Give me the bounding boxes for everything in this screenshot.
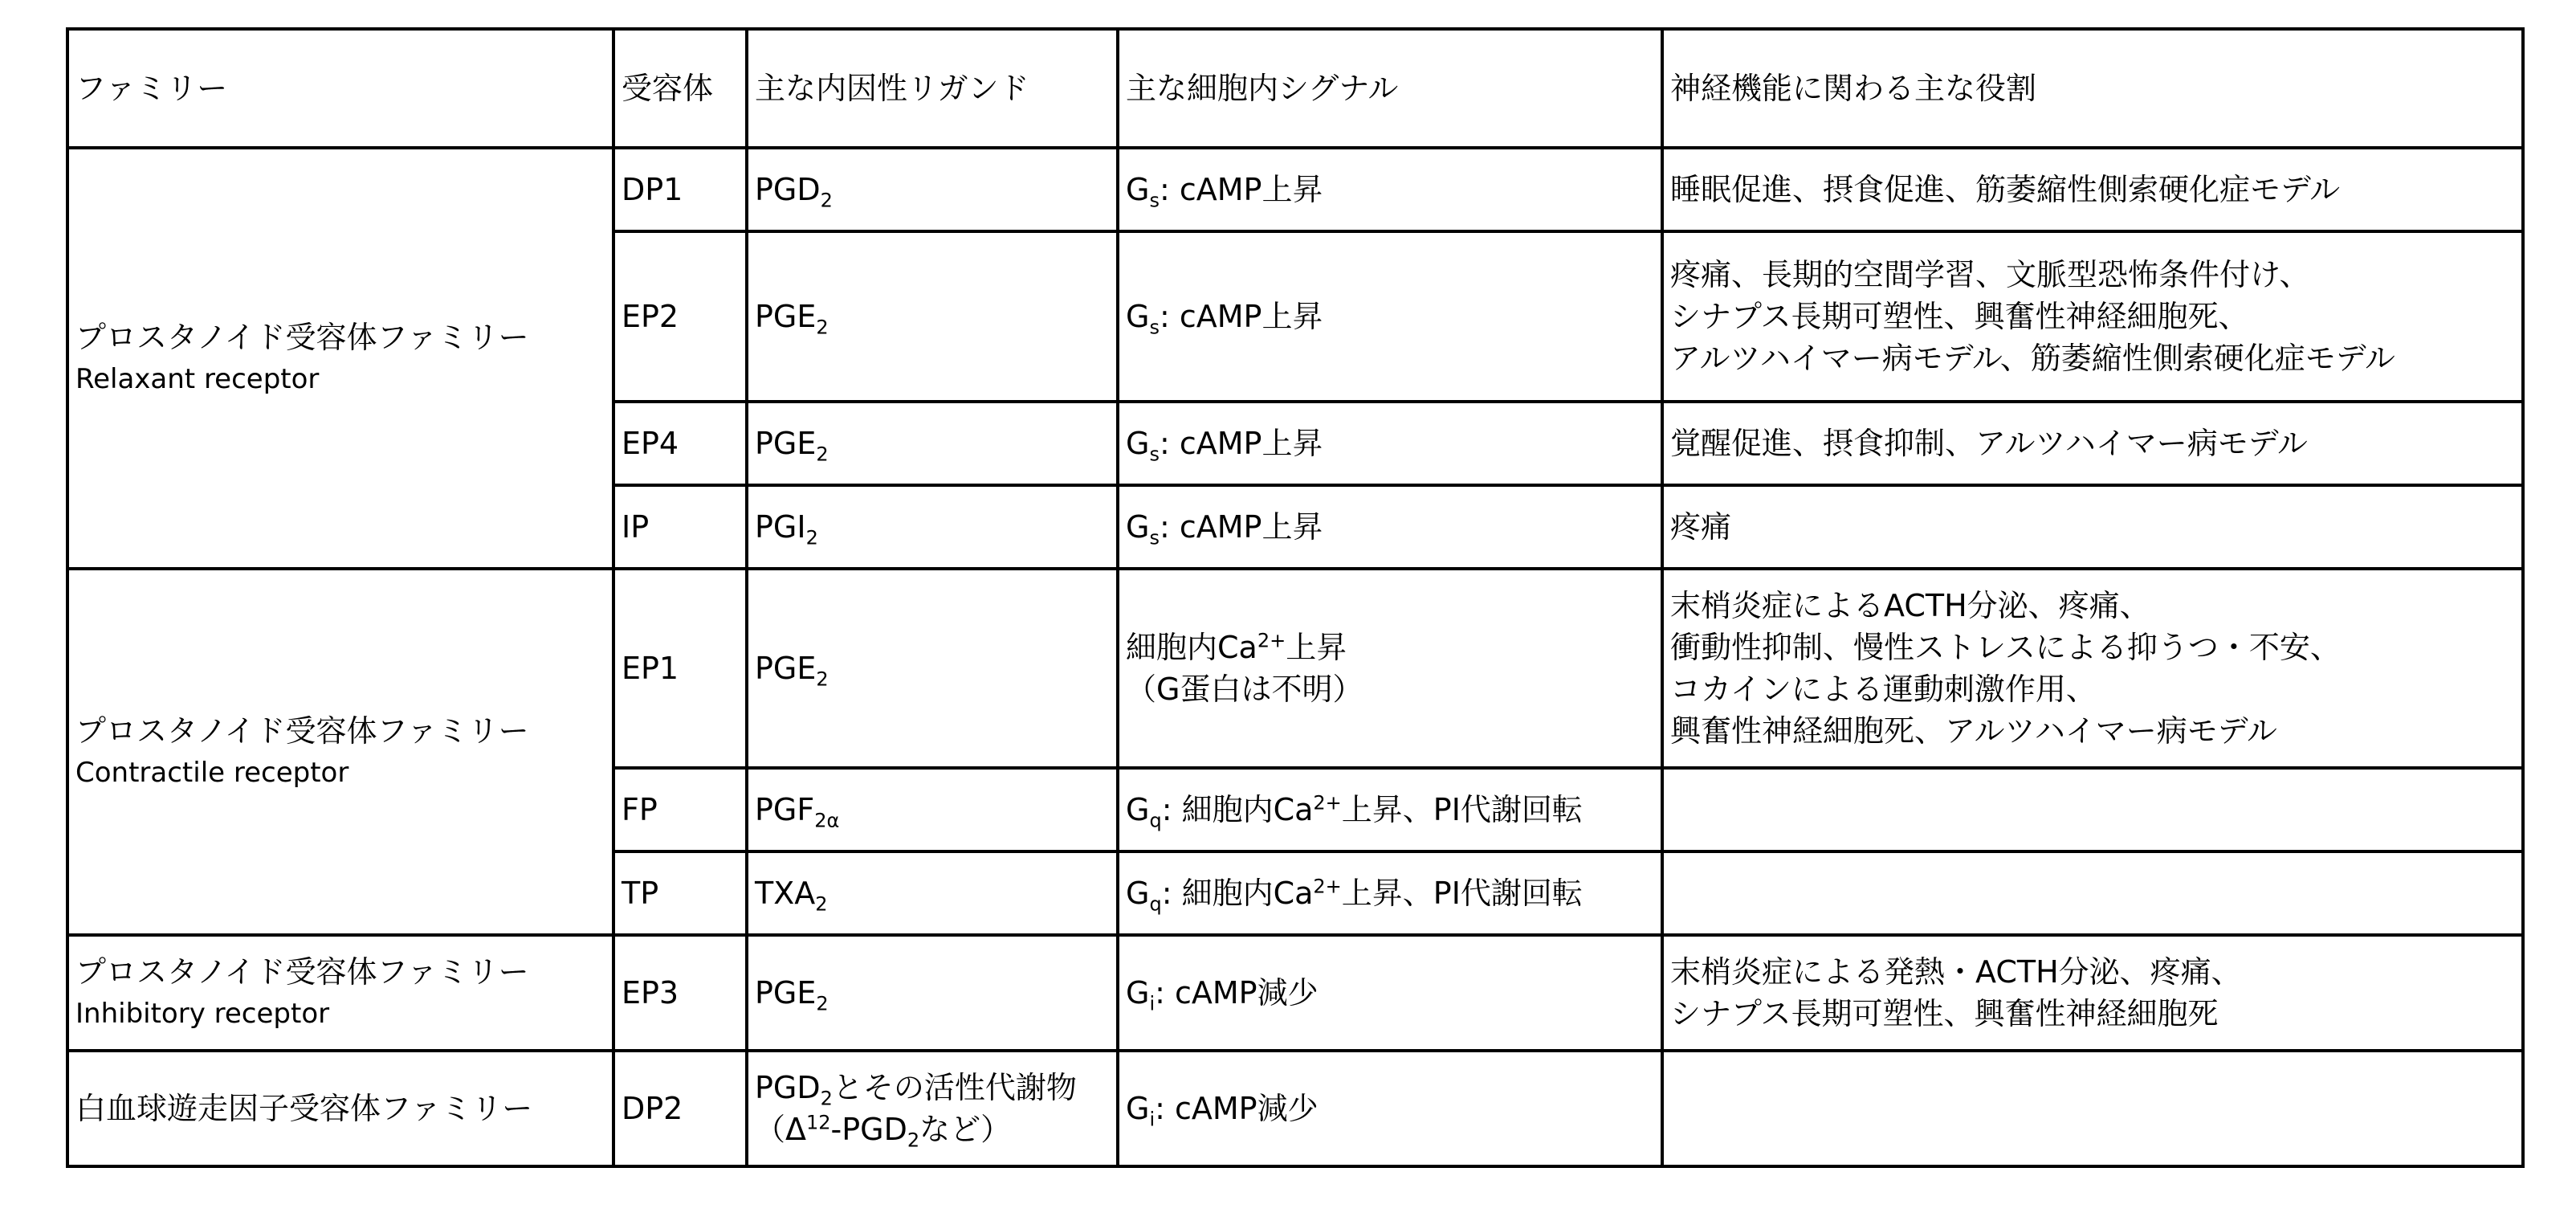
family-subtitle: Contractile receptor [75, 757, 349, 789]
receptor-cell: IP [613, 485, 747, 569]
family-cell-inhibitory [67, 935, 613, 1051]
signal-cell: $G_s$: cAMP上昇 [1118, 148, 1662, 231]
signal-cell: $G_s$: cAMP上昇 [1118, 402, 1662, 485]
ligand-cell: $PGE_2$ [747, 569, 1118, 768]
signal-cell: $G_q$: 細胞内$Ca^{2+}$上昇、PI代謝回転 [1118, 768, 1662, 851]
signal-cell: 細胞内$Ca^{2+}$上昇 （G蛋白は不明） [1118, 569, 1662, 768]
table-row-dp2 [67, 1051, 2523, 1166]
ligand-cell: $PGI_2$ [747, 485, 1118, 569]
role-cell: 覚醒促進、摂食抑制、アルツハイマー病モデル [1662, 402, 2523, 485]
header-family: ファミリー [67, 29, 613, 148]
receptor-cell: FP [613, 768, 747, 851]
role-cell: 末梢炎症による発熱・ACTH分泌、疼痛、 シナプス長期可塑性、興奮性神経細胞死 [1662, 935, 2523, 1051]
family-name: プロスタノイド受容体ファミリー [75, 713, 529, 749]
prostanoid-receptor-table [66, 27, 2525, 1168]
family-cell-contractile [67, 569, 613, 935]
family-subtitle: Inhibitory receptor [75, 998, 330, 1030]
role-cell: 末梢炎症によるACTH分泌、疼痛、 衝動性抑制、慢性ストレスによる抑うつ・不安、 コカインによる運動刺激作用、 興奮性神経細胞死、アルツハイマー病モデル [1662, 569, 2523, 768]
ligand-cell: $PGD_2$とその活性代謝物 （$\Delta^{12}-PGD_2$など） [747, 1051, 1118, 1166]
table-row-dp1 [67, 148, 2523, 231]
ligand-cell: $PGE_2$ [747, 231, 1118, 402]
table-row-ep1 [67, 569, 2523, 768]
receptor-cell: TP [613, 851, 747, 935]
family-subtitle: Relaxant receptor [75, 363, 320, 395]
role-cell [1662, 851, 2523, 935]
receptor-cell: EP3 [613, 935, 747, 1051]
ligand-cell: $TXA_2$ [747, 851, 1118, 935]
role-cell: 疼痛 [1662, 485, 2523, 569]
receptor-cell: EP4 [613, 402, 747, 485]
family-cell-relaxant [67, 148, 613, 569]
signal-cell: $G_s$: cAMP上昇 [1118, 231, 1662, 402]
family-name: 白血球遊走因子受容体ファミリー [75, 1091, 533, 1126]
signal-cell: $G_i$: cAMP減少 [1118, 1051, 1662, 1166]
family-name: プロスタノイド受容体ファミリー [75, 954, 529, 990]
table-container [66, 27, 2525, 1168]
signal-cell: $G_q$: 細胞内$Ca^{2+}$上昇、PI代謝回転 [1118, 851, 1662, 935]
header-receptor: 受容体 [613, 29, 747, 148]
family-cell-leukocyte [67, 1051, 613, 1166]
receptor-cell: DP1 [613, 148, 747, 231]
header-signal: 主な細胞内シグナル [1118, 29, 1662, 148]
family-name: プロスタノイド受容体ファミリー [75, 320, 529, 355]
signal-cell: $G_s$: cAMP上昇 [1118, 485, 1662, 569]
role-cell: 疼痛、長期的空間学習、文脈型恐怖条件付け、 シナプス長期可塑性、興奮性神経細胞死、 アルツハイマー病モデル、筋萎縮性側索硬化症モデル [1662, 231, 2523, 402]
receptor-cell: EP1 [613, 569, 747, 768]
signal-cell: $G_i$: cAMP減少 [1118, 935, 1662, 1051]
receptor-cell: DP2 [613, 1051, 747, 1166]
role-cell [1662, 1051, 2523, 1166]
receptor-cell: EP2 [613, 231, 747, 402]
header-role: 神経機能に関わる主な役割 [1662, 29, 2523, 148]
role-cell: 睡眠促進、摂食促進、筋萎縮性側索硬化症モデル [1662, 148, 2523, 231]
ligand-cell: $PGD_2$ [747, 148, 1118, 231]
table-row-ep3 [67, 935, 2523, 1051]
ligand-cell: $PGE_2$ [747, 935, 1118, 1051]
header-ligand: 主な内因性リガンド [747, 29, 1118, 148]
ligand-cell: $PGE_2$ [747, 402, 1118, 485]
ligand-cell: $PGF_{2\alpha}$ [747, 768, 1118, 851]
role-cell [1662, 768, 2523, 851]
header-row [67, 29, 2523, 148]
